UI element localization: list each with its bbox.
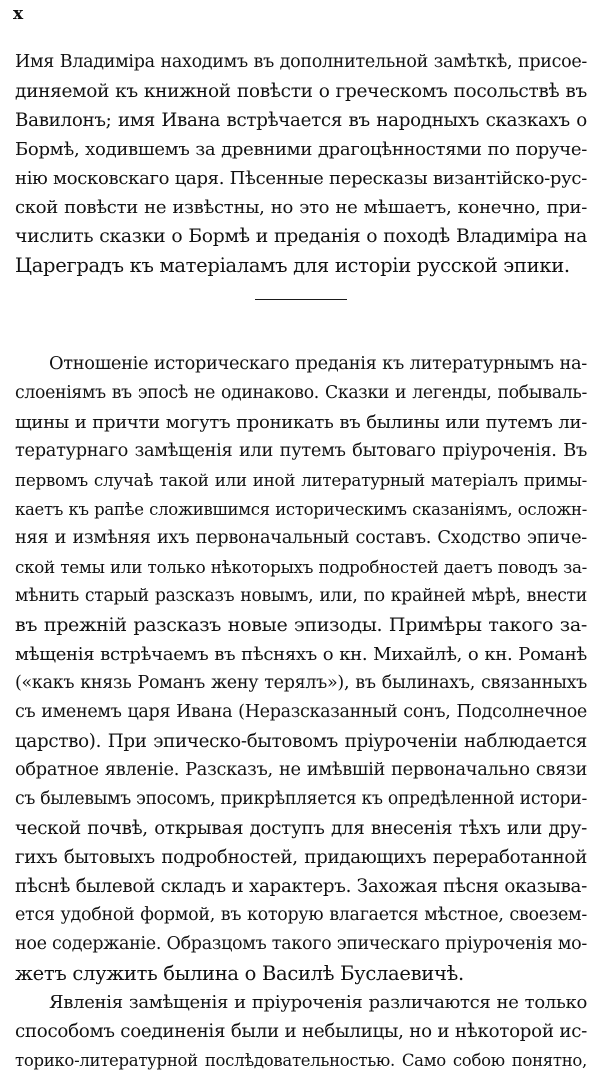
text-line: жетъ служить былина о Василѣ Буслаевичѣ.	[15, 962, 464, 985]
text-line: обратное явленіе. Разсказъ, не имѣвшій первоначально связи	[15, 760, 587, 780]
text-line: Имя Владиміра находимъ въ дополнительной замѣткѣ, присое-	[15, 52, 587, 72]
text-line: диняемой къ книжной повѣсти о греческомъ посольствѣ въ	[15, 81, 587, 102]
text-line: ческой почвѣ, открывая доступъ для внесенія тѣхъ или дру-	[15, 818, 587, 839]
text-line: щины и причти могутъ проникать въ былины или путемъ ли-	[15, 412, 587, 433]
text-line: гихъ бытовыхъ подробностей, придающихъ переработанной	[15, 847, 587, 868]
text-line: ется удобной формой, въ которую влагается мѣстное, своезем-	[15, 905, 587, 925]
text-line: Вавилонъ; имя Ивана встрѣчается въ народныхъ сказкахъ о	[15, 110, 587, 131]
text-line: ное содержаніе. Образцомъ такого эпическаго пріуроченія мо-	[15, 934, 587, 954]
text-line: мѣнить старый разсказъ новымъ, или, по крайней мѣрѣ, внести	[15, 586, 587, 606]
text-line: няя и измѣняя ихъ первоначальный составъ. Сходство эпиче-	[15, 528, 587, 548]
text-line: слоеніямъ въ эпосѣ не одинаково. Сказки и легенды, побываль-	[15, 383, 587, 403]
text-line: нію московскаго царя. Пѣсенные пересказы византійско-рус-	[15, 168, 587, 189]
text-line: тературнаго замѣщенія или путемъ бытоваго пріуроченія. Въ	[15, 441, 587, 461]
text-line: съ былевымъ эпосомъ, прикрѣпляется къ опредѣленной истори-	[15, 789, 587, 809]
text-line: числить сказки о Бормѣ и преданія о походѣ Владиміра на	[15, 226, 587, 247]
text-line: Цареградъ къ матеріаламъ для исторіи русской эпики.	[15, 254, 570, 277]
text-line: Отношеніе историческаго преданія къ литературнымъ на-	[49, 354, 587, 374]
section-divider	[255, 299, 347, 300]
text-line: пѣснѣ былевой складъ и характеръ. Захожая пѣсня оказыва-	[15, 876, 587, 897]
text-line: въ прежній разсказъ новые эпизоды. Примѣры такого за-	[15, 614, 587, 636]
text-line: («какъ князь Романъ жену терялъ»), въ былинахъ, связанныхъ	[15, 673, 587, 693]
text-line: Бормѣ, ходившемъ за древними драгоцѣнностями по поруче-	[15, 139, 587, 160]
text-line: мѣщенія встрѣчаемъ въ пѣсняхъ о кн. Михайлѣ, о кн. Романѣ	[15, 644, 587, 665]
text-line: торико-литературной послѣдовательностью. Само собою понятно,	[15, 1051, 587, 1070]
text-line: Явленія замѣщенія и пріуроченія различаются не только	[49, 992, 587, 1013]
text-line: способомъ соединенія были и небылицы, но и нѣкоторой ис-	[15, 1021, 587, 1042]
page-number: x	[13, 4, 24, 24]
text-line: каетъ къ рапѣе сложившимся историческимъ сказаніямъ, осложн-	[15, 500, 587, 519]
paragraph-2	[15, 350, 587, 1075]
text-line: ской повѣсти не извѣстны, но это не мѣшаетъ, конечно, при-	[15, 197, 587, 218]
paragraph-1	[15, 48, 587, 280]
text-line: первомъ случаѣ такой или иной литературный матеріалъ примы-	[15, 470, 587, 490]
text-line: царство). При эпическо-бытовомъ пріуроченіи наблюдается	[15, 731, 587, 752]
text-line: ской темы или только нѣкоторыхъ подробностей даетъ поводъ за-	[15, 557, 587, 577]
text-line: съ именемъ царя Ивана (Неразсказанный сонъ, Подсолнечное	[15, 702, 587, 722]
